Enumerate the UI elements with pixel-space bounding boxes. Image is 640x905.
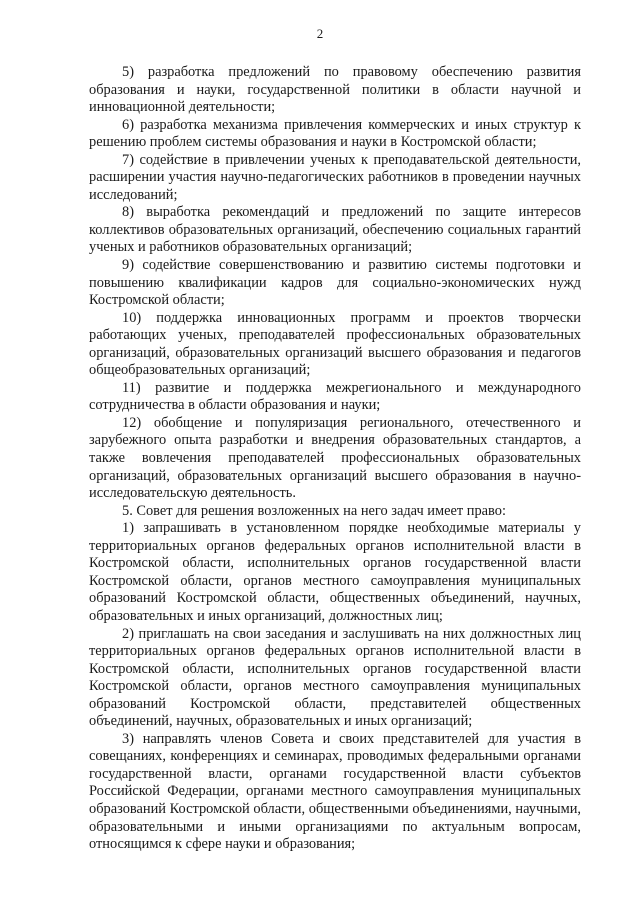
paragraph-item-12: 12) обобщение и популяризация регионального, отечественного и зарубежного опыта разработки и внедрения образовательных стандартов, а также вовлечения преподавателей профессиональных образовательных организаций, образовательных организаций высшего образования в научно-исследовательскую деятельность.: [89, 414, 581, 502]
section-5-heading: 5. Совет для решения возложенных на него задач имеет право:: [122, 502, 506, 519]
paragraph-item-5: 5) разработка предложений по правовому обеспечению развития образования и науки, государственной политики в области научной и инновационной деятельности;: [89, 64, 581, 116]
paragraph-item-7: 7) содействие в привлечении ученых к преподавательской деятельности, расширении участия научно-педагогических работников в проведении научных исследований;: [89, 151, 581, 203]
page-number: 2: [316, 26, 324, 41]
paragraph-item-11: 11) развитие и поддержка межрегионального и международного сотрудничества в области образования и науки;: [89, 379, 581, 414]
paragraph-item-10: 10) поддержка инновационных программ и проектов творчески работающих ученых, преподавателей профессиональных образовательных организаций, образовательных организаций высшего образования и педагогов общеобразовательных организаций;: [89, 309, 581, 379]
right-item-1: 1) запрашивать в установленном порядке необходимые материалы у территориальных органов федеральных органов исполнительной власти в Костромской области, исполнительных органов государственной власти Костромской области, органов местного самоуправления муниципальных образований Костромской области, общественных объединений, научных, образовательных и иных организаций, должностных лиц;: [89, 520, 581, 624]
right-item-2: 2) приглашать на свои заседания и заслушивать на них должностных лиц территориальных органов федеральных органов исполнительной власти в Костромской области, исполнительных органов государственной власти Костромской области, органов местного самоуправления муниципальных образований Костромской области, представителей общественных объединений, научных, образовательных и иных организаций;: [89, 625, 581, 730]
paragraph-item-9: 9) содействие совершенствованию и развитию системы подготовки и повышению квалификации кадров для социально-экономических нужд Костромской области;: [89, 257, 581, 309]
paragraph-item-8: 8) выработка рекомендаций и предложений по защите интересов коллективов образовательных организаций, обеспечению социальных гарантий ученых и работников образовательных организаций;: [89, 204, 581, 256]
paragraph-item-6: 6) разработка механизма привлечения коммерческих и иных структур к решению проблем системы образования и науки в Костромской области;: [89, 116, 581, 151]
right-item-3: 3) направлять членов Совета и своих представителей для участия в совещаниях, конференциях и семинарах, проводимых федеральными органами государственной власти, органами государственной власти субъектов Российской Федерации, органами местного самоуправления муниципальных образований Костромской области, общественными объединениями, научными, образовательными и иными организациями по актуальным вопросам, относящимся к сфере науки и образования;: [89, 730, 581, 853]
document-body: [89, 64, 581, 854]
